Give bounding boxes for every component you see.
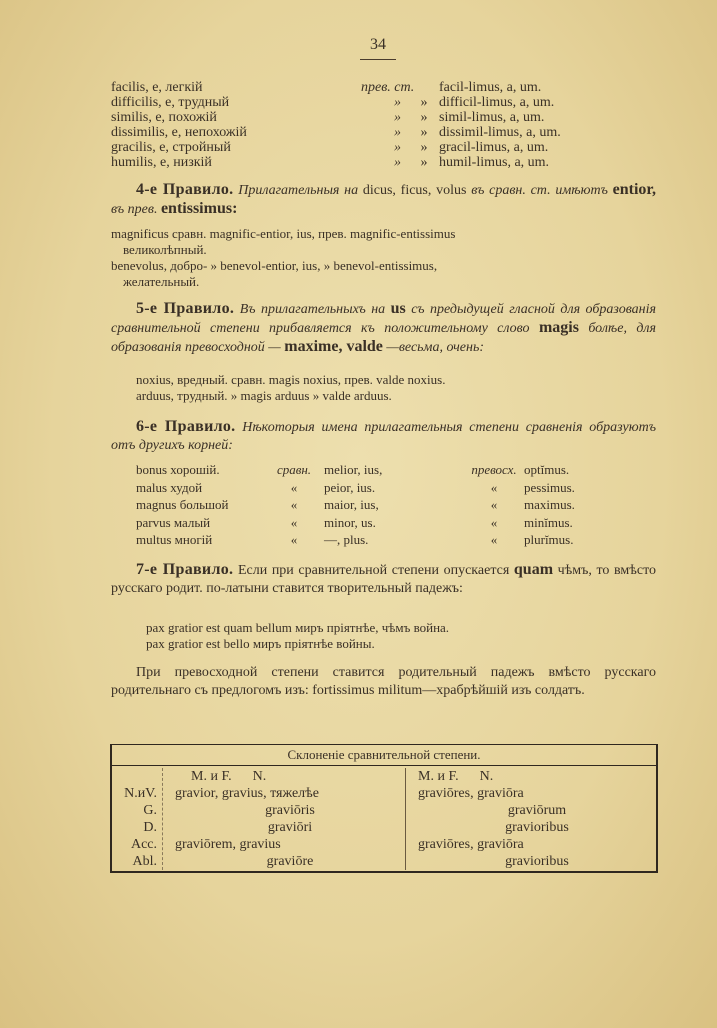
table-cell: minor, us. <box>324 514 376 530</box>
rule-text: болѣе, для образованія превосходной — <box>111 321 657 355</box>
plural-form: gravioribus <box>505 820 569 835</box>
positive-form: dissimilis, e, непохожій <box>111 125 247 140</box>
case-label: D. <box>143 820 157 835</box>
list-item <box>111 80 656 95</box>
case-column <box>112 768 163 870</box>
table-row <box>136 479 656 497</box>
rule-text: us <box>390 300 406 317</box>
case-label: Abl. <box>132 854 157 869</box>
abbreviation: » <box>394 110 401 125</box>
plural-form: graviōres, graviōra <box>418 837 524 852</box>
plural-form: graviōres, graviōra <box>418 786 524 801</box>
rule-heading: 6-е Правило. <box>136 418 236 435</box>
table-cell: parvus малый <box>136 514 211 530</box>
abbreviation: прев. ст. <box>361 80 415 95</box>
example-line: великолѣпный. <box>123 242 207 257</box>
ditto-mark: » <box>420 155 428 170</box>
ditto-mark: » <box>420 125 428 140</box>
table-cell: « <box>490 514 498 530</box>
rule-text: Нѣкоторыя имена прилагательныя степени сравненія образуютъ отъ другихъ корней: <box>111 420 656 453</box>
example-line: noxius, вредный. сравн. magis noxius, прев. valde noxius. <box>136 372 446 387</box>
table-cell: « <box>290 532 298 547</box>
rule-text: въ прев. <box>111 202 158 217</box>
rule-text: magis <box>538 319 579 336</box>
abbreviation: » <box>394 125 401 140</box>
positive-form: difficilis, e, трудный <box>111 95 230 110</box>
positive-form: similis, e, похожій <box>111 110 217 125</box>
case-label: G. <box>143 803 157 818</box>
table-cell: maior, ius, <box>324 497 379 512</box>
rule-4 <box>111 181 656 219</box>
rule-text: quam <box>513 561 554 578</box>
plural-form: graviōrum <box>507 803 567 818</box>
table-cell: « <box>290 497 298 512</box>
abbreviation: » <box>394 95 401 110</box>
rule-text: чѣмъ, то вмѣсто русскаго родит. по-латыни ставится творительный падежъ: <box>111 563 657 596</box>
rule-text: entior, <box>612 181 657 198</box>
superlative-form: dissimil-limus, a, um. <box>439 125 561 140</box>
superlative-form: difficil-limus, a, um. <box>439 95 555 110</box>
list-item <box>111 125 656 140</box>
table-row <box>136 461 656 479</box>
table-cell: « <box>490 497 498 512</box>
column-header: M. и F. N. <box>191 769 267 784</box>
table-cell: « <box>290 514 298 530</box>
positive-form: humilis, e, низкій <box>111 155 212 170</box>
example-line: желательный. <box>123 274 200 289</box>
rule-text: въ сравн. ст. имѣютъ <box>471 183 608 198</box>
table-cell: pessimus. <box>524 479 575 495</box>
rule-text: съ предыдущей гласной для образованія сравнительной степени прибавляется къ положительному слово <box>111 302 657 336</box>
ditto-mark: » <box>420 110 428 125</box>
abbreviation: » <box>394 140 401 155</box>
superlative-note: При превосходной степени ставится родительный падежъ вмѣсто русскаго родительнаго съ предлогомъ изъ: fortissimus militum—храбрѣйшій изъ солдатъ. <box>111 665 656 698</box>
table-cell: malus худой <box>136 479 203 495</box>
rule-heading: 7-е Правило. <box>136 561 234 578</box>
page-number: 34 <box>370 36 386 53</box>
plural-column <box>406 768 656 870</box>
table-row <box>136 496 656 514</box>
rule-7 <box>111 561 656 598</box>
table-cell: сравн. <box>276 462 312 477</box>
irregular-comparison-table <box>136 461 656 549</box>
rule-text: Прилагательныя на <box>238 183 359 198</box>
table-row <box>136 514 656 532</box>
rule-5-examples <box>136 372 656 404</box>
declension-title: Склоненіе сравнительной степени. <box>112 745 656 766</box>
rule-text: dicus, ficus, volus <box>362 183 467 198</box>
singular-form: gravior, gravius, тяжелѣе <box>175 786 319 801</box>
declension-table <box>110 744 658 873</box>
rule-4-examples <box>111 226 656 290</box>
table-cell: maximus. <box>524 497 575 512</box>
example-line: pax gratior est bello миръ пріятнѣе войны. <box>146 636 375 651</box>
example-line: pax gratior est quam bellum миръ пріятнѣе, чѣмъ война. <box>146 620 450 635</box>
rule-text: —весьма, очень: <box>386 340 484 355</box>
rule-text: maxime, valde <box>284 338 383 355</box>
table-cell: plurĭmus. <box>524 532 574 547</box>
example-line: arduus, трудный. » magis arduus » valde arduus. <box>136 388 392 403</box>
list-item <box>111 110 656 125</box>
case-label: Acc. <box>130 837 157 852</box>
table-cell: bonus хорошій. <box>136 462 220 477</box>
table-cell: multus многій <box>136 532 213 547</box>
positive-form: gracilis, e, стройный <box>111 140 231 155</box>
table-cell: « <box>290 479 298 495</box>
singular-form: graviōris <box>265 803 315 818</box>
ditto-mark: » <box>420 95 428 110</box>
table-cell: превосх. <box>471 462 517 477</box>
table-cell: optĭmus. <box>524 462 570 477</box>
rule-heading: 5-е Правило. <box>136 300 235 317</box>
rule-7-examples <box>146 620 656 652</box>
table-cell: melior, ius, <box>324 462 383 477</box>
case-label: N.иV. <box>124 786 157 801</box>
superlative-form: facil-limus, a, um. <box>439 80 542 95</box>
table-cell: « <box>490 479 498 495</box>
table-row <box>136 531 656 549</box>
table-cell: —, plus. <box>324 532 369 547</box>
list-item <box>111 140 656 155</box>
example-line: magnificus сравн. magnific-entior, ius, прев. magnific-entissimus <box>111 226 456 241</box>
rule-text: Если при сравнительной степени опускается <box>237 563 510 578</box>
singular-form: graviōri <box>267 820 313 835</box>
example-line: benevolus, добро- » benevol-entior, ius, » benevol-entissimus, <box>111 258 438 273</box>
abbreviation: » <box>394 155 401 170</box>
table-cell: minĭmus. <box>524 514 573 530</box>
table-cell: magnus большой <box>136 497 229 512</box>
list-item <box>111 95 656 110</box>
rule-text: entissimus: <box>160 200 238 217</box>
ditto-mark <box>409 80 439 95</box>
rule-5 <box>111 300 656 357</box>
list-item <box>111 155 656 170</box>
rule-6 <box>111 418 656 455</box>
singular-column <box>163 768 406 870</box>
superlative-form: humil-limus, a, um. <box>439 155 550 170</box>
plural-form: gravioribus <box>505 854 569 869</box>
page-number-rule <box>360 59 396 60</box>
rule-text: Въ прилагательныхъ на <box>239 302 386 317</box>
column-header: M. и F. N. <box>418 769 494 784</box>
singular-form: graviōre <box>266 854 314 869</box>
ditto-mark: » <box>420 140 428 155</box>
table-cell: peior, ius. <box>324 479 376 495</box>
singular-form: graviōrem, gravius <box>175 837 281 852</box>
rule-heading: 4-е Правило. <box>136 181 234 198</box>
superlative-form: gracil-limus, a, um. <box>439 140 549 155</box>
table-cell: « <box>490 532 498 547</box>
positive-form: facilis, e, легкій <box>111 80 203 95</box>
superlative-form: simil-limus, a, um. <box>439 110 545 125</box>
superlative-list <box>111 80 656 170</box>
